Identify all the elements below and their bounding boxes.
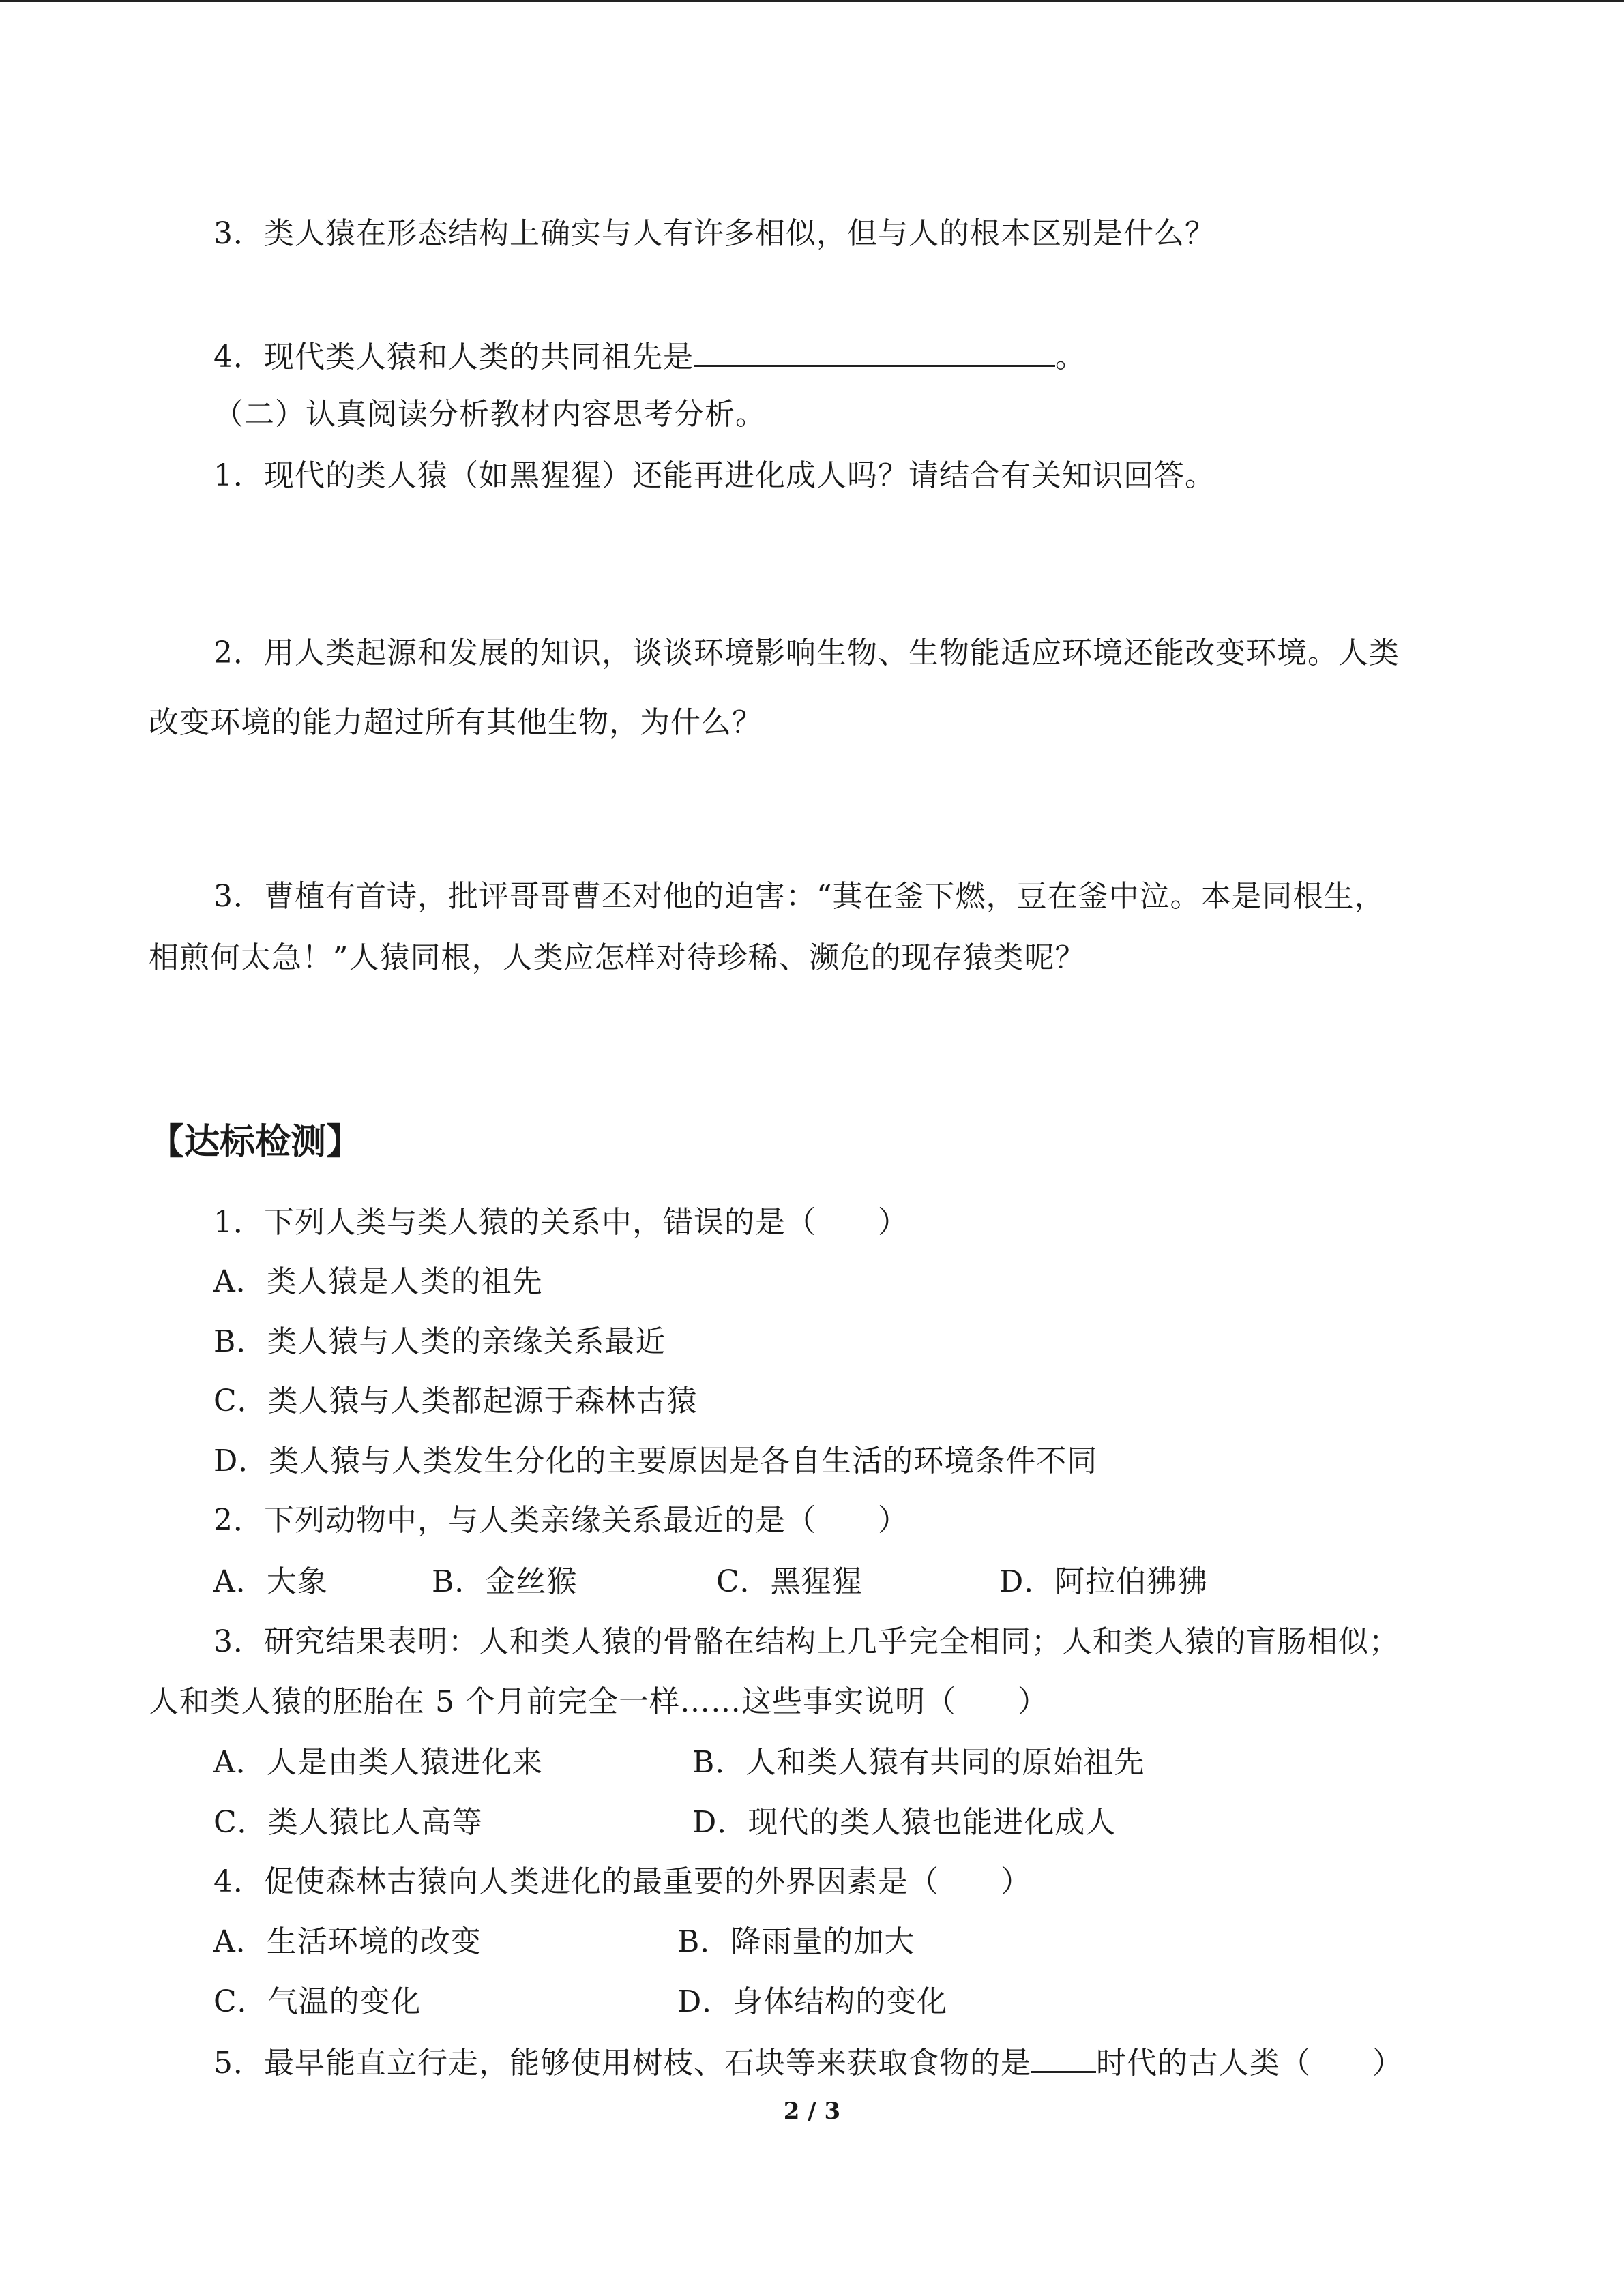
test-q1-option-d: D．类人猿与人类发生分化的主要原因是各自生活的环境条件不同 [213,1444,1098,1478]
test-question-5-end: 时代的古人类（ ） [1096,2046,1403,2081]
test-q4-option-d: D．身体结构的变化 [677,1984,948,2019]
test-q2-option-c: C．黑猩猩 [716,1564,863,1599]
question-4-text: 4．现代类人猿和人类的共同祖先是 [213,340,694,374]
test-q1-option-a: A．类人猿是人类的祖先 [213,1264,543,1299]
test-q1-option-c: C．类人猿与人类都起源于森林古猿 [213,1384,698,1418]
question-4 [213,335,1086,378]
page-number: 2 / 3 [783,2098,841,2125]
test-question-5-text: 5．最早能直立行走，能够使用树枝、石块等来获取食物的是 [213,2046,1031,2081]
test-q3-option-b: B．人和类人猿有共同的原始祖先 [692,1745,1145,1780]
test-q3-option-c: C．类人猿比人高等 [213,1805,483,1840]
analysis-question-3-line-1: 3．曹植有首诗，批评哥哥曹丕对他的迫害：“萁在釜下燃，豆在釜中泣。本是同根生， [213,879,1385,914]
answer-blank[interactable] [1031,2041,1096,2073]
section-2-heading: （二）认真阅读分析教材内容思考分析。 [213,397,766,432]
test-question-2: 2．下列动物中，与人类亲缘关系最近的是（ ） [213,1503,909,1538]
test-question-4: 4．促使森林古猿向人类进化的最重要的外界因素是（ ） [213,1864,1031,1899]
test-q1-option-b: B．类人猿与人类的亲缘关系最近 [213,1324,666,1359]
test-q4-option-c: C．气温的变化 [213,1984,422,2019]
test-q3-option-d: D．现代的类人猿也能进化成人 [692,1805,1117,1840]
analysis-question-2-line-2: 改变环境的能力超过所有其他生物，为什么？ [149,705,763,740]
test-q4-option-a: A．生活环境的改变 [213,1924,482,1959]
answer-blank[interactable] [694,335,1055,367]
test-q2-option-b: B．金丝猴 [432,1564,578,1599]
test-question-1: 1．下列人类与类人猿的关系中，错误的是（ ） [213,1205,909,1240]
analysis-question-2-line-1: 2．用人类起源和发展的知识，谈谈环境影响生物、生物能适应环境还能改变环境。人类 [213,636,1400,670]
question-3: 3．类人猿在形态结构上确实与人有许多相似，但与人的根本区别是什么？ [213,216,1215,251]
test-question-3-line-2: 人和类人猿的胚胎在 5 个月前完全一样……这些事实说明（ ） [149,1684,1048,1719]
section-heading-test: 【达标检测】 [149,1121,362,1163]
test-q2-option-a: A．大象 [213,1564,328,1599]
test-q4-option-b: B．降雨量的加大 [677,1924,915,1959]
test-q2-option-d: D．阿拉伯狒狒 [999,1564,1209,1599]
analysis-question-3-line-2: 相煎何太急！”人猿同根，人类应怎样对待珍稀、濒危的现存猿类呢？ [149,940,1086,975]
test-q3-option-a: A．人是由类人猿进化来 [213,1745,543,1780]
test-question-3-line-1: 3．研究结果表明：人和类人猿的骨骼在结构上几乎完全相同；人和类人猿的盲肠相似； [213,1624,1400,1659]
test-question-5 [213,2041,1403,2084]
question-4-end: 。 [1055,340,1086,374]
analysis-question-1: 1．现代的类人猿（如黑猩猩）还能再进化成人吗？请结合有关知识回答。 [213,458,1215,493]
page-top-border [0,0,1624,2]
